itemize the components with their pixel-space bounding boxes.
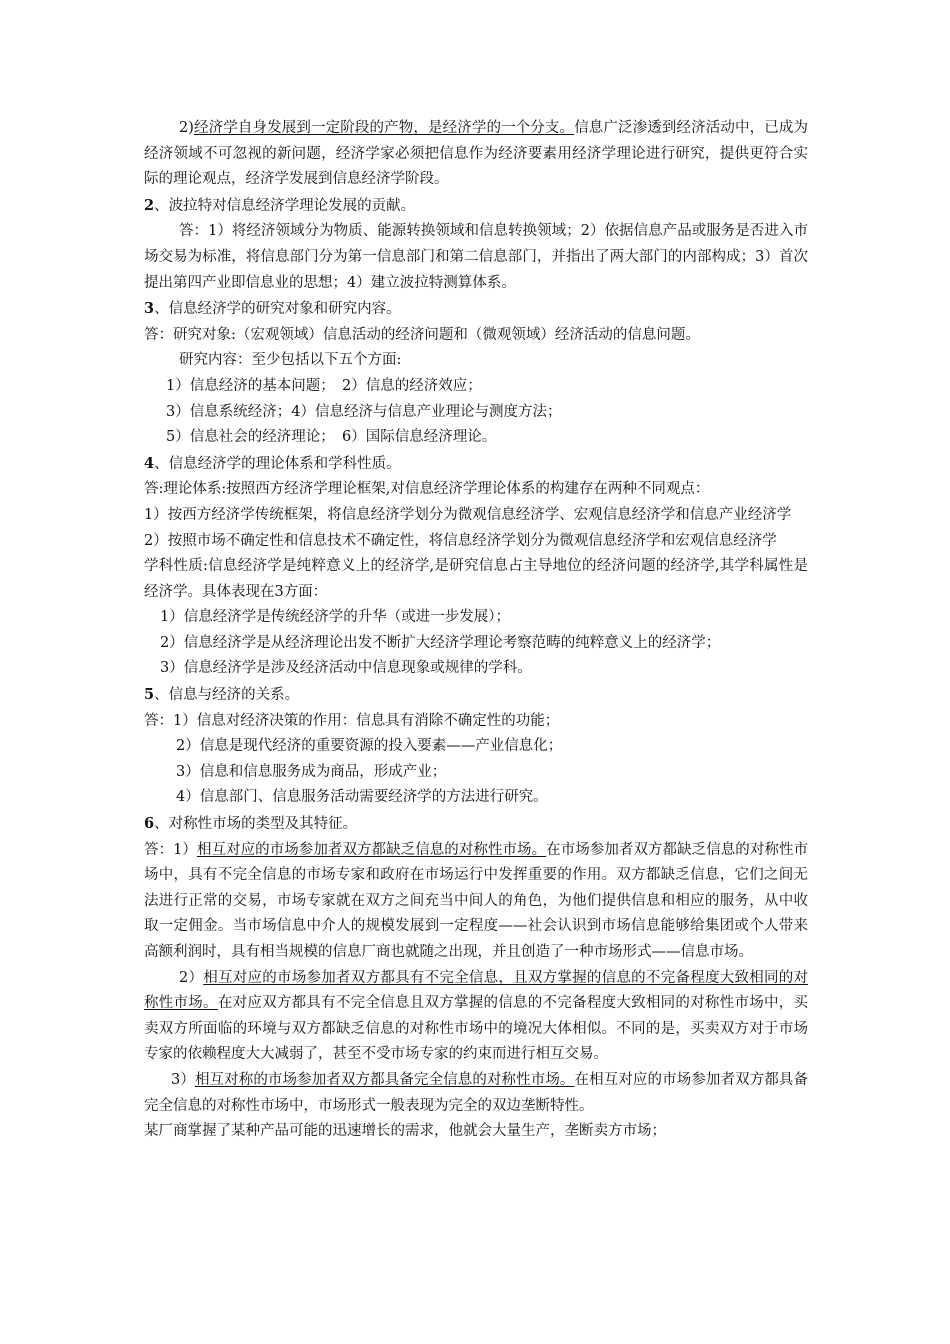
item-number: 2) — [179, 120, 194, 136]
answer-4-nature: 学科性质:信息经济学是纯粹意义上的经济学,是研究信息占主导地位的经济问题的经济学,其学科属性是经济学。具体表现在3方面： — [144, 558, 808, 600]
answer-5-first: 答：1）信息对经济决策的作用：信息具有消除不确定性的功能； — [144, 712, 560, 729]
underlined-heading: 经济学自身发展到一定阶段的产物，是经济学的一个分支。 — [193, 120, 575, 136]
paragraph-text: 在对应双方都具有不完全信息且双方掌握的信息的不完备程度大致相同的对称性市场中，买卖双方所面临的环境与双方都缺乏信息的对称性市场中的境况大体相似。不同的是，买卖双方对于市场专家的依赖程度大大减弱了，甚至不受市场专家的约束而进行相互交易。 — [144, 995, 809, 1063]
list-item: 2）信息经济学是从经济理论出发不断扩大经济学理论考察范畴的纯粹意义上的经济学； — [160, 634, 721, 651]
answer-6-type-3 — [144, 1068, 808, 1119]
answer-6-type-2 — [144, 966, 808, 1068]
question-4 — [144, 451, 808, 478]
list-item: 3）信息和信息服务成为商品，形成产业； — [176, 763, 447, 780]
question-text: 、信息经济学的研究对象和研究内容。 — [154, 301, 401, 318]
question-2 — [144, 193, 808, 220]
list-item: 2）信息是现代经济的重要资源的投入要素——产业信息化； — [176, 738, 563, 755]
item-prefix: 2） — [179, 969, 204, 986]
question-number: 2 — [144, 196, 155, 214]
answer-6-type-1 — [144, 838, 808, 966]
list-item: 1）信息经济的基本问题； 2）信息的经济效应； — [166, 377, 482, 394]
item-prefix: 答：1） — [144, 841, 197, 858]
question-5 — [144, 682, 808, 709]
list-item: 5）信息社会的经济理论； 6）国际信息经济理论。 — [166, 429, 497, 446]
answer-4-view-2: 2）按照市场不确定性和信息技术不确定性，将信息经济学划分为微观信息经济学和宏观信息经济学 — [144, 532, 777, 549]
question-number: 3 — [144, 300, 155, 318]
question-text: 、信息经济学的理论体系和学科性质。 — [154, 455, 401, 472]
answer-4-system: 答:理论体系:按照西方经济学理论框架,对信息经济学理论体系的构建存在两种不同观点： — [144, 481, 710, 498]
answer-6-example: 某厂商掌握了某种产品可能的迅速增长的需求，他就会大量生产，垄断卖方市场； — [144, 1123, 666, 1140]
question-number: 5 — [144, 686, 155, 704]
list-item: 1）信息经济学是传统经济学的升华（或进一步发展）； — [160, 609, 510, 626]
answer-3-content: 研究内容：至少包括以下五个方面: — [179, 352, 402, 369]
answer-2: 答：1）将经济领域分为物质、能源转换领域和信息转换领域；2）依据信息产品或服务是否进入市场交易为标准，将信息部门分为第一信息部门和第二信息部门，并指出了两大部门的内部构成；3）首次提出第四产业即信息业的思想；4）建立波拉特测算体系。 — [144, 223, 808, 291]
item-prefix: 3） — [171, 1071, 195, 1088]
question-3 — [144, 296, 808, 323]
answer-3-object: 答：研究对象:（宏观领域）信息活动的经济问题和（微观领域）经济活动的信息问题。 — [144, 326, 700, 343]
underlined-heading: 相互对应的市场参加者双方都具有不完全信息，且双方掌握的信息的不完备程度大致相同的对称性市场。 — [144, 969, 808, 1012]
paragraph-text: 信息广泛渗透到经济活动中，已成为经济领域不可忽视的新问题，经济学家必须把信息作为经济要素用经济学理论进行研究，提供更符合实际的理论观点，经济学发展到信息经济学阶段。 — [144, 120, 809, 188]
underlined-heading: 相互对应的市场参加者双方都缺乏信息的对称性市场。 — [196, 841, 547, 858]
document-body — [144, 116, 808, 1145]
list-item: 4）信息部门、信息服务活动需要经济学的方法进行研究。 — [176, 789, 548, 806]
underlined-heading: 相互对称的市场参加者双方都具备完全信息的对称性市场。 — [194, 1071, 575, 1088]
paragraph-text: 在相互对应的市场参加者双方都具备完全信息的对称性市场中，市场形式一般表现为完全的双边垄断特性。 — [144, 1071, 809, 1114]
question-text: 、波拉特对信息经济学理论发展的贡献。 — [154, 197, 416, 214]
question-text: 、信息与经济的关系。 — [154, 687, 300, 704]
question-number: 6 — [144, 815, 155, 833]
answer-4-view-1: 1）按西方经济学传统框架，将信息经济学划分为微观信息经济学、宏观信息经济学和信息产业经济学 — [144, 506, 792, 523]
question-6 — [144, 811, 808, 838]
question-text: 、对称性市场的类型及其特征。 — [154, 816, 358, 833]
question-number: 4 — [144, 454, 155, 472]
paragraph-text: 在市场参加者双方都缺乏信息的对称性市场中，具有不完全信息的市场专家和政府在市场运行中发挥重要的作用。双方都缺乏信息，它们之间无法进行正常的交易，市场专家就在双方之间充当中间人的角色，为他们提供信息和相应的服务，从中收取一定佣金。当市场信息中介人的规模发展到一定程度——社会认识到市场信息能够给集团或个人带来高额利润时，具有相当规模的信息厂商也就随之出现，并且创造了一种市场形式——信息市场。 — [144, 841, 809, 960]
list-item: 3）信息经济学是涉及经济活动中信息现象或规律的学科。 — [160, 660, 532, 677]
paragraph-econ-branch — [144, 116, 808, 193]
list-item: 3）信息系统经济；4）信息经济与信息产业理论与测度方法； — [166, 403, 562, 420]
